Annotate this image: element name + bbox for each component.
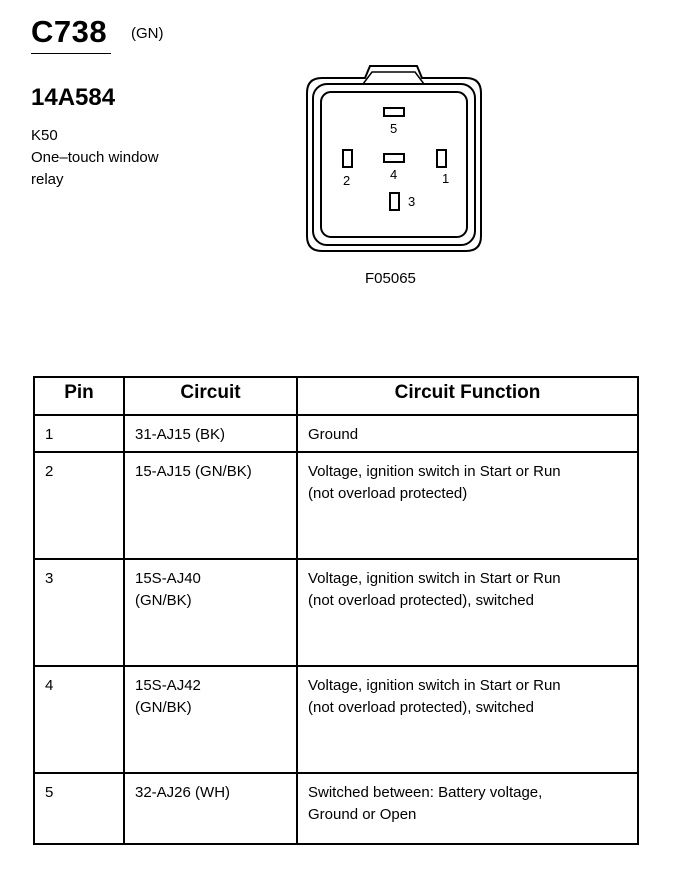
- cell-circuit: [124, 559, 297, 666]
- cell-function: [297, 452, 638, 559]
- terminal-3: [390, 193, 399, 210]
- cell-line: Voltage, ignition switch in Start or Run: [308, 570, 561, 587]
- table-row: [34, 773, 638, 844]
- connector-face-diagram: [300, 60, 490, 260]
- cell-line: Switched between: Battery voltage,: [308, 784, 543, 801]
- component-line: One–touch window: [31, 149, 159, 166]
- cell-function: [297, 415, 638, 452]
- cell-line: (GN/BK): [135, 592, 192, 609]
- cell-line: Voltage, ignition switch in Start or Run: [308, 677, 561, 694]
- table-row: [34, 666, 638, 773]
- cell-circuit: [124, 773, 297, 844]
- cell-line: 15S-AJ42: [135, 677, 201, 694]
- column-header-circuit: Circuit: [124, 377, 297, 415]
- cell-line: (not overload protected), switched: [308, 699, 534, 716]
- terminal-2: [343, 150, 352, 167]
- pin-label-4: 4: [390, 167, 398, 182]
- cell-line: 32-AJ26 (WH): [135, 784, 231, 801]
- column-header-circuit-function: Circuit Function: [297, 377, 638, 415]
- connector-outer-housing: [307, 66, 481, 251]
- pin-label-5: 5: [390, 121, 398, 136]
- table-row: [34, 452, 638, 559]
- cell-line: (not overload protected), switched: [308, 592, 534, 609]
- table-header-row: [34, 377, 638, 415]
- cell-line: Voltage, ignition switch in Start or Run: [308, 463, 561, 480]
- connector-id: C738: [31, 14, 108, 49]
- cell-pin: 1: [34, 415, 124, 452]
- cell-pin: 3: [34, 559, 124, 666]
- pin-label-1: 1: [442, 171, 450, 186]
- component-line: K50: [31, 127, 58, 144]
- pin-label-2: 2: [343, 173, 351, 188]
- component-description: [31, 125, 159, 191]
- cell-line: Ground: [308, 426, 359, 443]
- cell-function: [297, 666, 638, 773]
- cell-line: (not overload protected): [308, 485, 468, 502]
- cell-function: [297, 773, 638, 844]
- cell-pin: 5: [34, 773, 124, 844]
- cell-pin: 4: [34, 666, 124, 773]
- terminal-5: [384, 108, 404, 116]
- table-row: [34, 559, 638, 666]
- cell-function: [297, 559, 638, 666]
- pin-label-3: 3: [408, 194, 416, 209]
- figure-id: F05065: [365, 270, 416, 287]
- connector-color-code: (GN): [131, 25, 164, 42]
- table-row: [34, 415, 638, 452]
- part-number: 14A584: [31, 84, 116, 111]
- cell-circuit: [124, 452, 297, 559]
- cell-line: 15-AJ15 (GN/BK): [135, 463, 252, 480]
- column-header-pin: Pin: [34, 377, 124, 415]
- component-line: relay: [31, 171, 64, 188]
- cell-circuit: [124, 666, 297, 773]
- cell-line: 15S-AJ40: [135, 570, 201, 587]
- cell-circuit: [124, 415, 297, 452]
- terminal-1: [437, 150, 446, 167]
- pinout-table: [33, 376, 639, 845]
- cell-pin: 2: [34, 452, 124, 559]
- terminal-4: [384, 154, 404, 162]
- connector-id-underline: [31, 53, 111, 54]
- cell-line: (GN/BK): [135, 699, 192, 716]
- cell-line: Ground or Open: [308, 806, 417, 823]
- cell-line: 31-AJ15 (BK): [135, 426, 226, 443]
- connector-latch-inner: [363, 72, 424, 84]
